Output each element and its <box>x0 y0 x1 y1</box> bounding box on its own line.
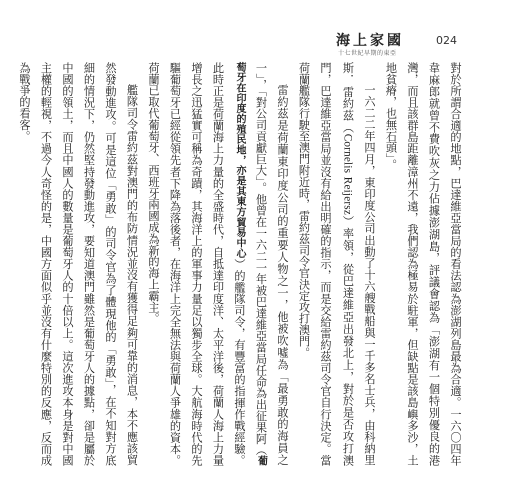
paragraph-text: 雷約茲是荷蘭東印度公司的重要人物之一，他被吹噓為「最勇敢的海員之一」，「對公司貢獻巨大」。他曾在一六二一年被巴達維亞當局任命為出征果阿（ <box>254 62 289 466</box>
paragraph-text: ）的艦隊司令，有豐富的指揮作戰經驗。此時正是荷蘭海上力量的全盛時代，自抵達印度洋、太平洋後，荷蘭人海上力量增長之迅猛實可稱為奇蹟，其海洋上的軍事力量足以獨步全球。大航海時代的先驅葡萄牙已經從領先者下降為落後者，在海洋上完全無法與荷蘭人爭雄的資本。荷蘭已取代葡萄牙、西班牙兩國成為新的海上霸主。 <box>147 62 246 466</box>
paragraph-text: 一六二二年四月，東印度公司出動了十六艘戰船與一千多名士兵，由科納里斯．雷約茲（ <box>341 62 376 466</box>
running-header <box>322 30 462 60</box>
paragraph-text: 對於所謂合適的地點，巴達維亞當局的看法認為澎湖列島最為合適。一六〇四年韋麻郎就曾不費吹灰之力佔據澎湖島，評議會認為「澎湖有一個特別優良的港灣，而且該群島距離漳州不遠，我們認為極易於駐軍，但缺點是該島嶼多沙，土地貧瘠，也無石頭」。 <box>384 62 462 466</box>
paragraph-text: ）率領，從巴達維亞出發北上，對於是否攻打澳門，巴達維亞當局並沒有給出明確的指示，而是交給雷約茲司令官自行決定。當荷蘭艦隊行駛至澳門附近時，雷約茲司令官決定攻打澳門。 <box>297 62 355 467</box>
paragraph <box>14 62 143 466</box>
book-title: 海上家國 <box>336 33 404 49</box>
latin-name: Cornelis Reijersz <box>341 133 354 216</box>
body-text <box>18 62 466 467</box>
paragraph <box>380 62 466 466</box>
book-subtitle: 十七世紀早期的東亞 <box>338 50 397 57</box>
page-number: 024 <box>436 34 457 47</box>
paragraph <box>293 62 380 466</box>
paragraph-text: 艦隊司令雷約茲對澳門的布防情況並沒有獲得足夠可靠的消息，本不應該貿然發動進攻。可是這位「勇敢」的司令官為了體現他的「勇敢」，在不知對方底細的情況下，仍然堅持發動進攻，要知道澳門雖然是葡萄牙人的據點，卻是屬於中國的領土，而且中國人的數量是葡萄牙人的十倍以上。這次進攻本身是對中國主權的輕視，不過今人奇怪的是，中國方面似乎並沒有什麼特別的反應，反而成為戰爭的看客。 <box>18 62 139 466</box>
paragraph <box>143 62 294 466</box>
annotation-text: 葡萄牙在印度的殖民地，亦是其東方貿易中心 <box>234 62 267 466</box>
